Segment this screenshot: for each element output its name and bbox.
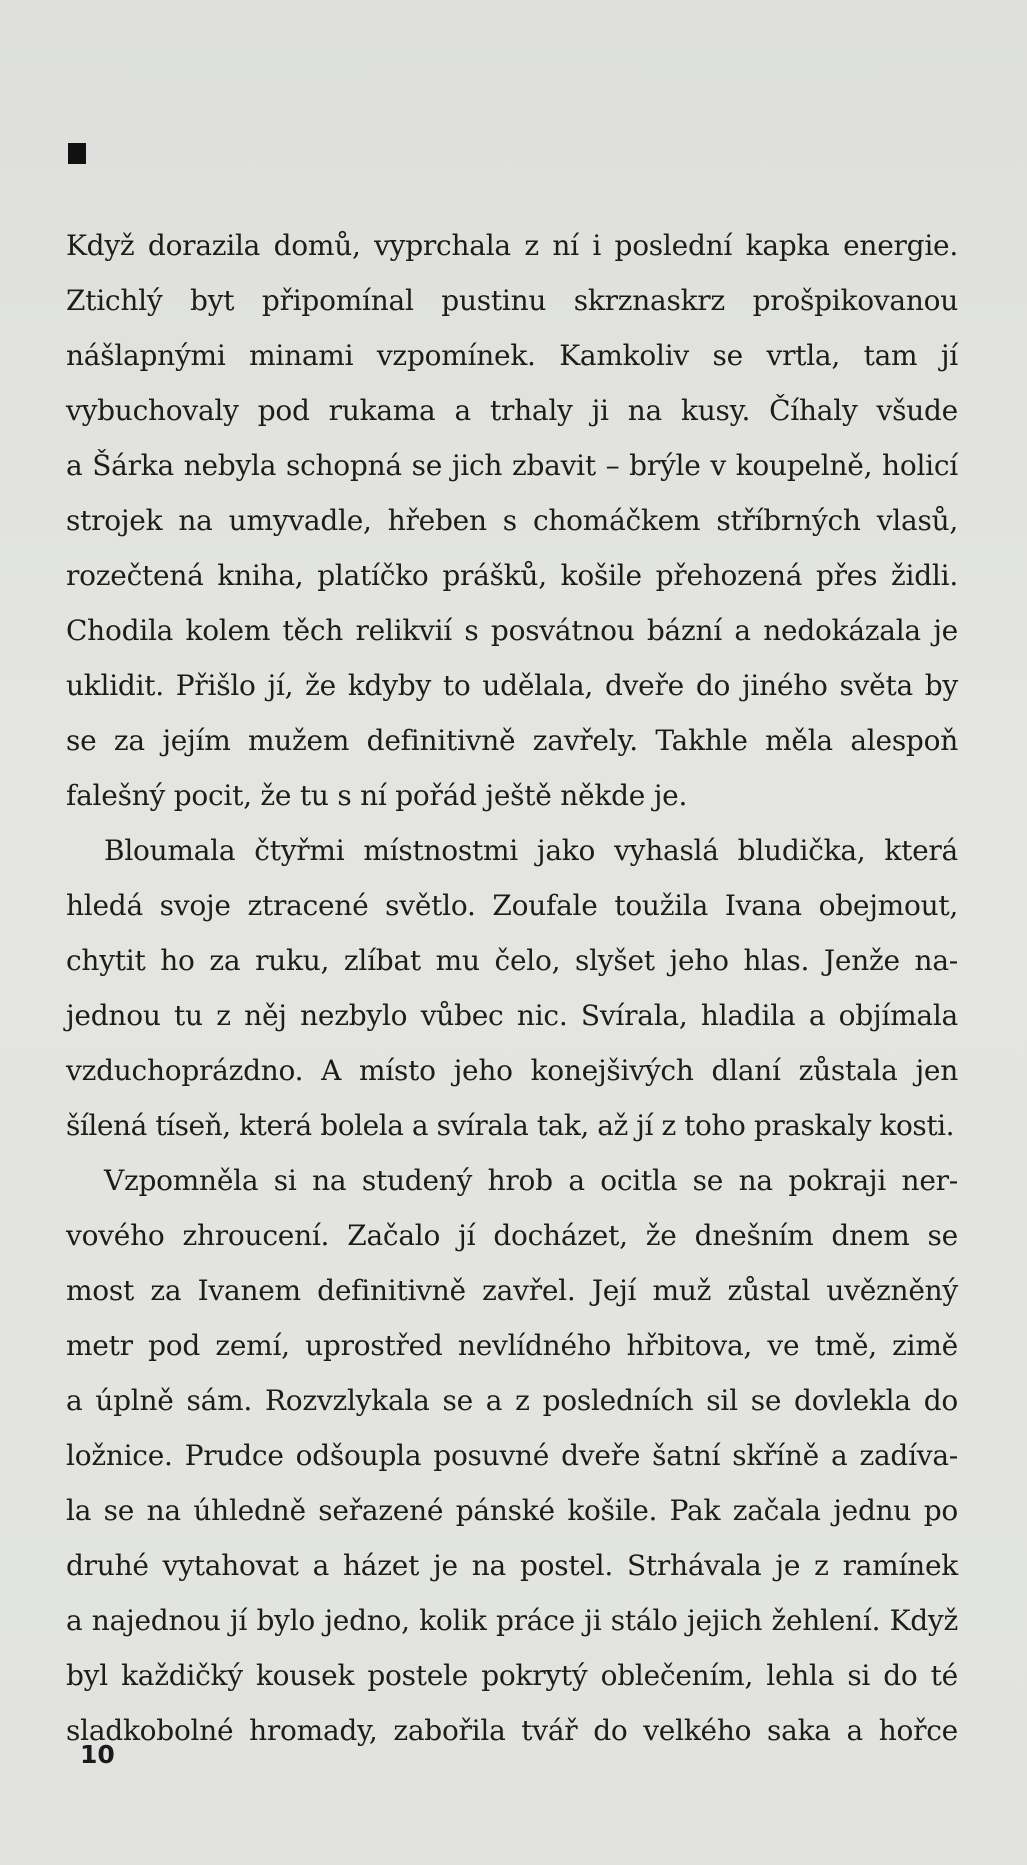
page-number: 10 <box>80 1740 115 1769</box>
body-text <box>66 218 958 1758</box>
text-line: a úplně sám. Rozvzlykala se a z posledních sil se dovlekla do <box>66 1384 958 1417</box>
text-line: nášlapnými minami vzpomínek. Kamkoliv se vrtla, tam jí <box>66 339 958 372</box>
text-line: Když dorazila domů, vyprchala z ní i poslední kapka energie. <box>66 229 958 262</box>
text-line: druhé vytahovat a házet je na postel. Strhávala je z ramínek <box>66 1549 958 1582</box>
text-line: falešný pocit, že tu s ní pořád ještě někde je. <box>66 779 688 812</box>
section-marker <box>68 143 86 164</box>
text-line: byl každičký kousek postele pokrytý oblečením, lehla si do té <box>66 1659 958 1692</box>
text-line: a najednou jí bylo jedno, kolik práce ji stálo jejich žehlení. Když <box>66 1604 958 1637</box>
text-line: hledá svoje ztracené světlo. Zoufale toužila Ivana obejmout, <box>66 889 958 922</box>
text-line: a Šárka nebyla schopná se jich zbavit – brýle v koupelně, holicí <box>66 449 958 482</box>
text-line: šílená tíseň, která bolela a svírala tak, až jí z toho praskaly kosti. <box>66 1109 955 1142</box>
text-line: uklidit. Přišlo jí, že kdyby to udělala, dveře do jiného světa by <box>66 669 958 702</box>
paragraph <box>66 823 958 1153</box>
paragraph <box>66 218 958 823</box>
text-line: Chodila kolem těch relikvií s posvátnou bázní a nedokázala je <box>66 614 958 647</box>
text-line: chytit ho za ruku, zlíbat mu čelo, slyšet jeho hlas. Jenže na- <box>66 944 958 977</box>
text-line: metr pod zemí, uprostřed nevlídného hřbitova, ve tmě, zimě <box>66 1329 958 1362</box>
text-line: rozečtená kniha, platíčko prášků, košile přehozená přes židli. <box>66 559 958 592</box>
text-line: la se na úhledně seřazené pánské košile. Pak začala jednu po <box>66 1494 958 1527</box>
text-line: jednou tu z něj nezbylo vůbec nic. Svírala, hladila a objímala <box>66 999 958 1032</box>
text-line: sladkobolné hromady, zabořila tvář do velkého saka a hořce <box>66 1714 958 1747</box>
text-line: ložnice. Prudce odšoupla posuvné dveře šatní skříně a zadíva- <box>66 1439 958 1472</box>
text-line: vybuchovaly pod rukama a trhaly ji na kusy. Číhaly všude <box>66 394 958 427</box>
text-line: most za Ivanem definitivně zavřel. Její muž zůstal uvězněný <box>66 1274 958 1307</box>
text-line: strojek na umyvadle, hřeben s chomáčkem stříbrných vlasů, <box>66 504 958 537</box>
text-line: Ztichlý byt připomínal pustinu skrznaskrz prošpikovanou <box>66 284 958 317</box>
text-line: Bloumala čtyřmi místnostmi jako vyhaslá bludička, která <box>104 834 958 867</box>
text-line: vového zhroucení. Začalo jí docházet, že dnešním dnem se <box>66 1219 958 1252</box>
text-line: se za jejím mužem definitivně zavřely. Takhle měla alespoň <box>66 724 958 757</box>
paragraph <box>66 1153 958 1758</box>
text-line: vzduchoprázdno. A místo jeho konejšivých dlaní zůstala jen <box>66 1054 958 1087</box>
text-line: Vzpomněla si na studený hrob a ocitla se na pokraji ner- <box>104 1164 958 1197</box>
